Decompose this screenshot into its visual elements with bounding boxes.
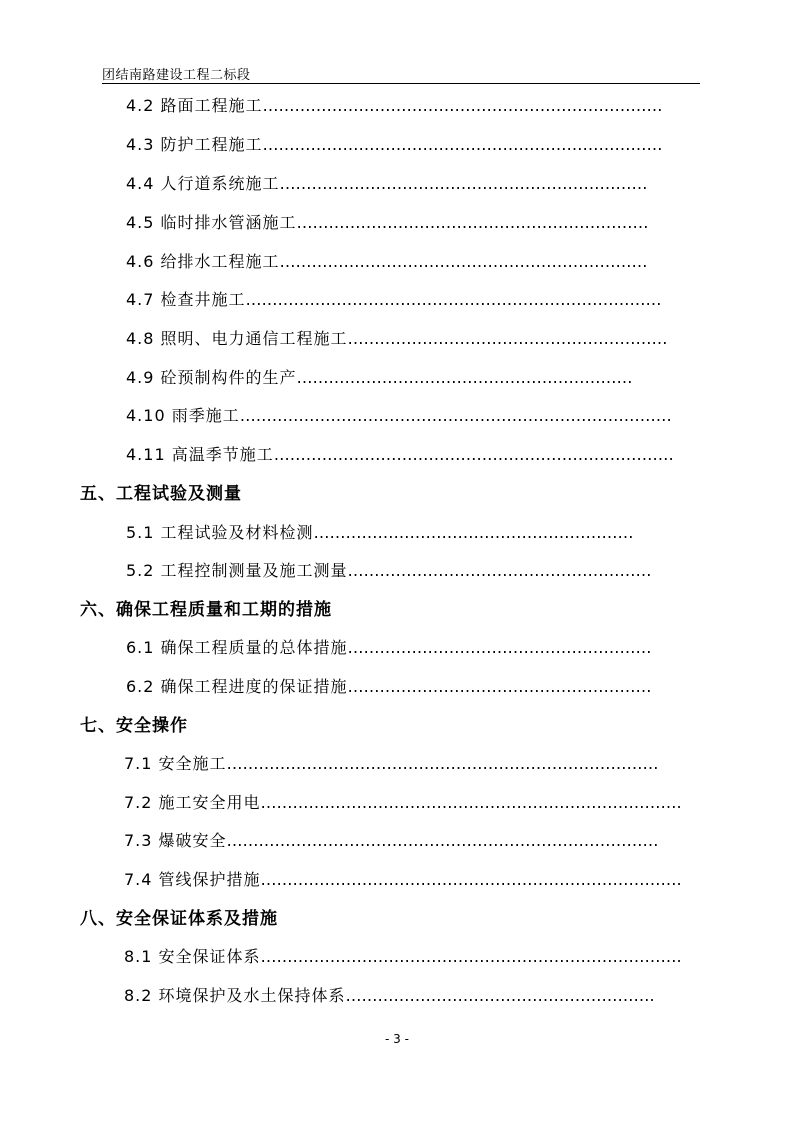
- toc-entry-leader: …………………………………………………………………….: [260, 870, 682, 889]
- toc-entry[interactable]: [126, 636, 700, 660]
- toc-entry-label: 4.2 路面工程施工: [126, 96, 263, 115]
- toc-entry-leader: …………………………………………………………: [296, 213, 649, 232]
- toc-entry-leader: ………………………………………………………………………: [239, 406, 672, 425]
- toc-entry-label: 4.5 临时排水管涵施工: [126, 213, 297, 232]
- toc-entry-leader: ……………………………………………………: [347, 329, 668, 348]
- toc-entry[interactable]: [124, 945, 704, 969]
- toc-entry-leader: …………………………………………………………………: [262, 96, 663, 115]
- toc-entry-leader: ……………………………………………………………………: [245, 290, 662, 309]
- toc-entry[interactable]: [126, 559, 704, 583]
- toc-entry[interactable]: [124, 868, 704, 892]
- toc-entry-leader: ………………………………………………….: [345, 986, 655, 1005]
- toc-entry-leader: ………………………………………………………………………: [226, 754, 659, 773]
- toc-section-heading[interactable]: 七、安全操作: [80, 716, 188, 736]
- toc-entry-label: 5.1 工程试验及材料检测: [126, 523, 314, 542]
- toc-entry[interactable]: [126, 94, 704, 118]
- toc-entry-label: 4.8 照明、电力通信工程施工: [126, 329, 348, 348]
- toc-entry-label: 5.2 工程控制测量及施工测量: [126, 561, 348, 580]
- toc-entry[interactable]: [124, 984, 704, 1008]
- toc-entry-leader: …………………………………………………………………….: [260, 947, 682, 966]
- toc-section-heading[interactable]: 六、确保工程质量和工期的措施: [80, 600, 332, 620]
- toc-entry[interactable]: [126, 366, 704, 390]
- toc-entry-leader: …………………………………………………: [347, 638, 652, 657]
- toc-entry-label: 8.1 安全保证体系: [124, 947, 261, 966]
- toc-entry-label: 4.11 高温季节施工: [126, 445, 274, 464]
- toc-entry-leader: ……………………………………………………………: [279, 174, 648, 193]
- toc-entry-label: 4.6 给排水工程施工: [126, 252, 280, 271]
- document-header: 团结南路建设工程二标段: [102, 68, 251, 83]
- toc-entry-label: 4.9 砼预制构件的生产: [126, 368, 297, 387]
- toc-entry[interactable]: [126, 250, 704, 274]
- toc-entry-label: 8.2 环境保护及水土保持体系: [124, 986, 346, 1005]
- toc-entry[interactable]: [126, 172, 704, 196]
- toc-entry-leader: …………………………………………………: [347, 677, 652, 696]
- toc-entry[interactable]: [126, 675, 700, 699]
- toc-entry-leader: …………………………………………………………………: [273, 445, 674, 464]
- toc-entry[interactable]: [124, 791, 704, 815]
- toc-section-heading[interactable]: 八、安全保证体系及措施: [80, 909, 278, 929]
- toc-entry-label: 7.1 安全施工: [124, 754, 227, 773]
- header-divider: [102, 83, 700, 84]
- toc-entry-label: 4.4 人行道系统施工: [126, 174, 280, 193]
- toc-entry-label: 7.3 爆破安全: [124, 831, 227, 850]
- toc-entry[interactable]: [126, 133, 704, 157]
- toc-entry[interactable]: [124, 752, 700, 776]
- toc-entry-label: 4.7 检查井施工: [126, 290, 246, 309]
- toc-entry-label: 7.2 施工安全用电: [124, 793, 261, 812]
- toc-entry-label: 7.4 管线保护措施: [124, 870, 261, 889]
- toc-entry-leader: …………………………………………………………………….: [260, 793, 682, 812]
- toc-entry[interactable]: [126, 521, 704, 545]
- toc-entry-leader: ………………………………………………………………………: [226, 831, 659, 850]
- toc-entry-label: 6.2 确保工程进度的保证措施: [126, 677, 348, 696]
- toc-entry[interactable]: [126, 404, 710, 428]
- toc-section-heading[interactable]: 五、工程试验及测量: [80, 484, 242, 504]
- toc-entry[interactable]: [126, 327, 726, 351]
- toc-entry-label: 6.1 确保工程质量的总体措施: [126, 638, 348, 657]
- toc-entry[interactable]: [126, 288, 704, 312]
- toc-entry-label: 4.3 防护工程施工: [126, 135, 263, 154]
- page-number: - 3 -: [385, 1032, 409, 1046]
- toc-entry[interactable]: [126, 211, 704, 235]
- toc-entry-leader: ……………………………………………………………: [279, 252, 648, 271]
- toc-entry-label: 4.10 雨季施工: [126, 406, 240, 425]
- toc-entry-leader: …………………………………………………: [347, 561, 652, 580]
- toc-entry[interactable]: [124, 829, 700, 853]
- toc-entry-leader: ………………………………………………………: [296, 368, 633, 387]
- toc-entry[interactable]: [126, 443, 710, 467]
- toc-entry-leader: …………………………………………………………………: [262, 135, 663, 154]
- toc-entry-leader: ……………………………………………………: [313, 523, 634, 542]
